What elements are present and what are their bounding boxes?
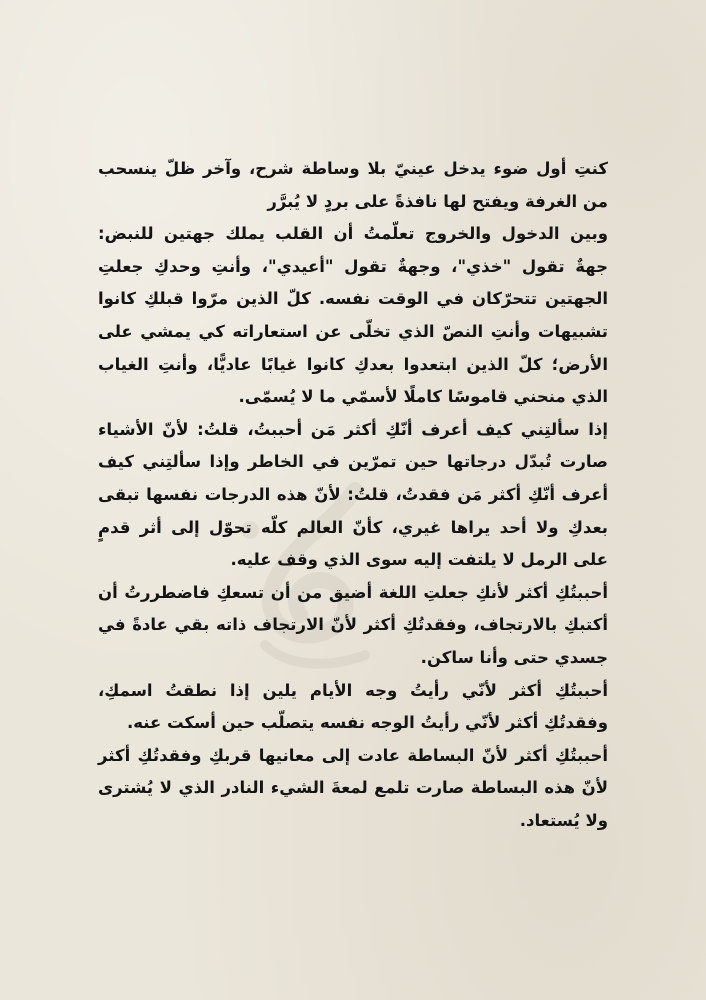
paragraph-4: أحببتُكِ أكثر لأنكِ جعلتِ اللغة أضيق من أن تسعكِ فاضطررتُ أن أكتبكِ بالارتجاف، وفقدتُكِ أكثر لأنّ الارتجاف ذاته بقي عادةً في جسدي حتى وأنا ساكن.: [98, 582, 608, 667]
paragraph-1: كنتِ أول ضوء يدخل عينيّ بلا وساطة شرح، وآخر ظلّ ينسحب من الغرفة ويفتح لها نافذةً على بردٍ لا يُبرَّر: [98, 159, 608, 211]
paragraph-3: إذا سألتِني كيف أعرف أنّكِ أكثر مَن أحببتُ، قلتُ: لأنّ الأشياء صارت تُبدّل درجاتها حين تمرّين في الخاطر وإذا سألتِني كيف أعرف أنّكِ أكثر مَن فقدتُ، قلتُ: لأنّ هذه الدرجات نفسها تبقى بعدكِ ولا أحد يراها غيري، كأنّ العالم كلّه تحوّل إلى أثر قدمٍ على الرمل لا يلتفت إليه سوى الذي وقف عليه.: [98, 419, 608, 570]
poem-text: [98, 153, 608, 837]
paragraph-5: أحببتُكِ أكثر لأنّي رأيتُ وجه الأيام يلين إذا نطقتُ اسمكِ، وفقدتُكِ أكثر لأنّي رأيتُ الوجه نفسه يتصلّب حين أسكت عنه.: [98, 680, 608, 733]
paragraph-2: وبين الدخول والخروج تعلّمتُ أن القلب يملك جهتين للنبض: جهةٌ تقول "خذي"، وجهةٌ تقول "أعيدي"، وأنتِ وحدكِ جعلتِ الجهتين تتحرّكان في الوقت نفسه. كلّ الذين مرّوا قبلكِ كانوا تشبيهات وأنتِ النصّ الذي تخلّى عن استعاراته كي يمشي على الأرض؛ كلّ الذين ابتعدوا بعدكِ كانوا غيابًا عاديًّا، وأنتِ الغياب الذي منحني قاموسًا كاملًا لأسمّي ما لا يُسمّى.: [98, 224, 608, 407]
paragraph-6: أحببتُكِ أكثر لأنّ البساطة عادت إلى معانيها قربكِ وفقدتُكِ أكثر لأنّ هذه البساطة صارت تلمع لمعةَ الشيء النادر الذي لا يُشترى ولا يُستعاد.: [98, 745, 608, 830]
